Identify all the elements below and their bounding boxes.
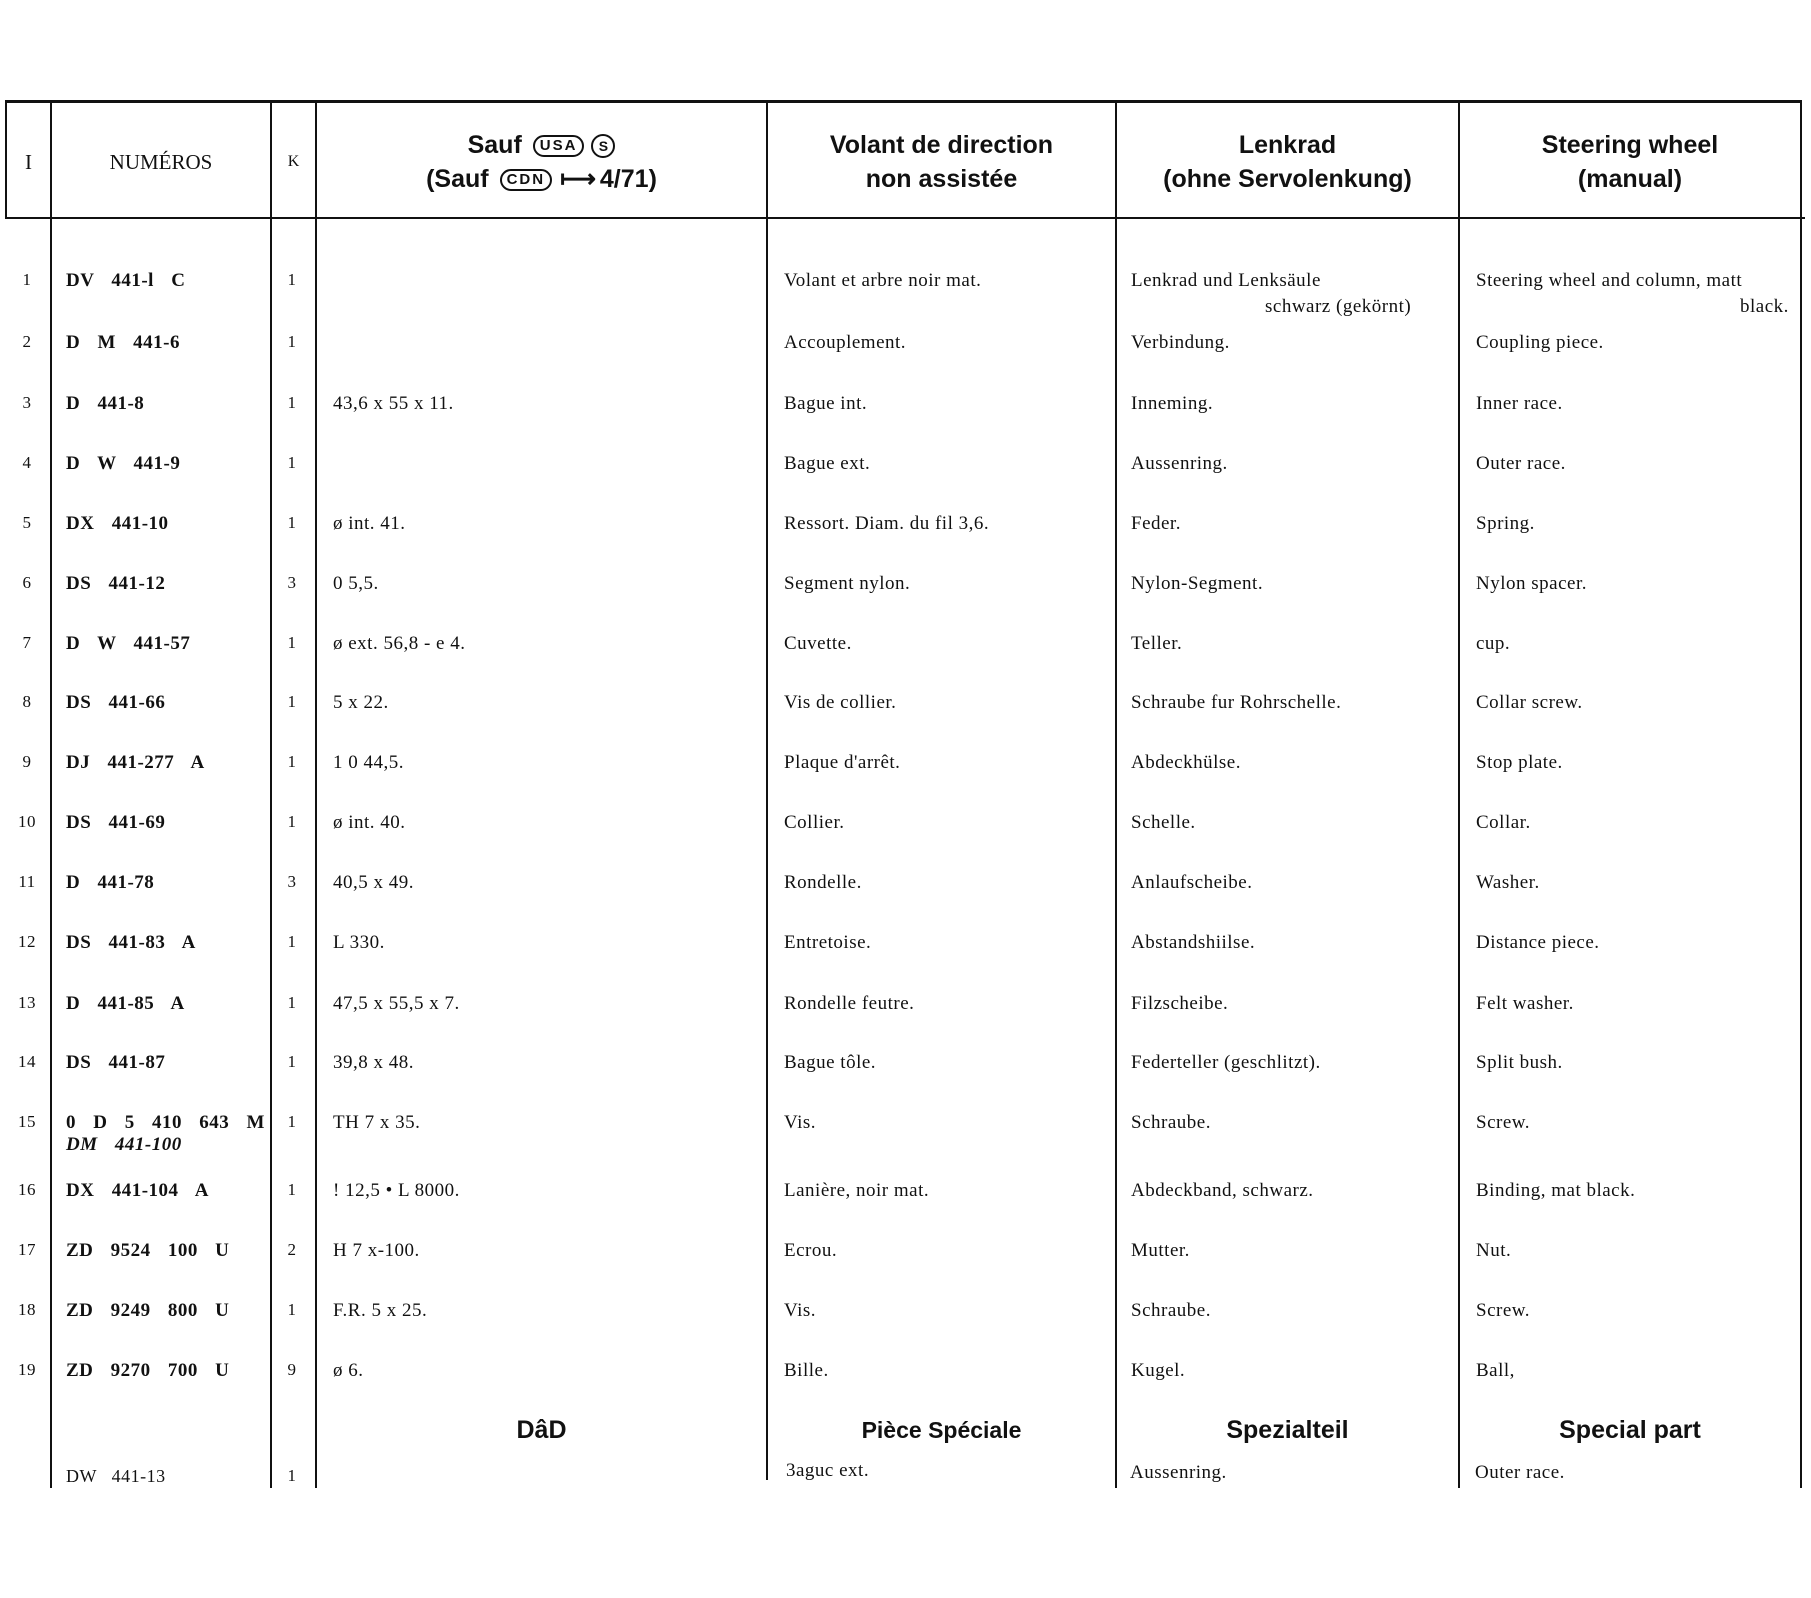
- row-4-qty: 1: [287, 453, 297, 472]
- row-13-num: D 441-85 A: [66, 993, 185, 1014]
- row-3-num: D 441-8: [66, 393, 145, 414]
- row-1-fr: Volant et arbre noir mat.: [784, 270, 982, 291]
- row-10-num: DS 441-69: [66, 812, 166, 833]
- sauf-date: 4/71): [599, 165, 657, 193]
- row-17-en: Nut.: [1476, 1240, 1512, 1261]
- footer-french: [768, 1408, 1115, 1452]
- row-2-en: Coupling piece.: [1476, 332, 1604, 353]
- row-17-dim: H 7 x-100.: [333, 1240, 420, 1261]
- row-15-de: Schraube.: [1131, 1112, 1211, 1133]
- row-16-fr: Lanière, noir mat.: [784, 1180, 930, 1201]
- row-17-de: Mutter.: [1131, 1240, 1190, 1261]
- row-17-idx: 17: [18, 1240, 36, 1259]
- row-17-fr: Ecrou.: [784, 1240, 838, 1261]
- extra-row-german: Aussenring.: [1130, 1462, 1227, 1483]
- row-14-de: Federteller (geschlitzt).: [1131, 1052, 1321, 1073]
- extra-row-number: DW 441-13: [66, 1466, 166, 1486]
- row-19-qty: 9: [287, 1360, 297, 1379]
- row-16-de: Abdeckband, schwarz.: [1131, 1180, 1314, 1201]
- footer-english: [1460, 1408, 1800, 1452]
- row-4-en: Outer race.: [1476, 453, 1566, 474]
- col-rule-8: [1800, 100, 1802, 1488]
- row-18-idx: 18: [18, 1300, 36, 1319]
- row-18-de: Schraube.: [1131, 1300, 1211, 1321]
- header-numeros-label: NUMÉROS: [109, 149, 213, 174]
- row-13-dim: 47,5 x 55,5 x 7.: [333, 993, 460, 1014]
- row-8-num: DS 441-66: [66, 692, 166, 713]
- row-14-num: DS 441-87: [66, 1052, 166, 1073]
- col-rule-2: [50, 100, 52, 1488]
- header-qty: [272, 106, 315, 218]
- row-19-de: Kugel.: [1131, 1360, 1186, 1381]
- row-12-num: DS 441-83 A: [66, 932, 196, 953]
- row-16-dim: ! 12,5 • L 8000.: [333, 1180, 460, 1201]
- row-1-en2: black.: [1740, 296, 1789, 317]
- row-7-idx: 7: [22, 633, 32, 652]
- row-19-num: ZD 9270 700 U: [66, 1360, 230, 1381]
- row-6-idx: 6: [22, 573, 32, 592]
- row-8-dim: 5 x 22.: [333, 692, 389, 713]
- row-9-idx: 9: [22, 752, 32, 771]
- row-13-qty: 1: [287, 993, 297, 1012]
- row-1-en: Steering wheel and column, matt: [1476, 270, 1743, 291]
- row-14-qty: 1: [287, 1052, 297, 1071]
- row-18-num: ZD 9249 800 U: [66, 1300, 230, 1321]
- row-12-idx: 12: [18, 932, 36, 951]
- footer-english-label: Special part: [1559, 1415, 1701, 1444]
- row-2-fr: Accouplement.: [784, 332, 907, 353]
- row-3-en: Inner race.: [1476, 393, 1563, 414]
- row-14-fr: Bague tôle.: [784, 1052, 877, 1073]
- col-rule-6: [1115, 100, 1117, 1488]
- row-16-num: DX 441-104 A: [66, 1180, 209, 1201]
- row-7-en: cup.: [1476, 633, 1511, 654]
- row-1-de2: schwarz (gekörnt): [1265, 296, 1412, 317]
- row-11-num: D 441-78: [66, 872, 155, 893]
- header-german-line1: Lenkrad: [1238, 131, 1337, 159]
- row-16-idx: 16: [18, 1180, 36, 1199]
- row-1-qty: 1: [287, 270, 297, 289]
- header-index-label: I: [25, 149, 32, 174]
- s-circle-icon: S: [591, 134, 615, 158]
- row-5-fr: Ressort. Diam. du fil 3,6.: [784, 513, 990, 534]
- col-rule-5: [766, 100, 768, 1480]
- footer-french-label: Pièce Spéciale: [861, 1416, 1022, 1443]
- header-numeros: [52, 106, 270, 218]
- row-14-idx: 14: [18, 1052, 36, 1071]
- row-10-idx: 10: [18, 812, 36, 831]
- header-sauf-line1: [468, 128, 616, 162]
- row-9-num: DJ 441-277 A: [66, 752, 205, 773]
- row-7-num: D W 441-57: [66, 633, 191, 654]
- row-9-fr: Plaque d'arrêt.: [784, 752, 901, 773]
- row-3-fr: Bague int.: [784, 393, 868, 414]
- row-15-fr: Vis.: [784, 1112, 817, 1133]
- header-french-line2: non assistée: [865, 165, 1018, 193]
- row-6-num: DS 441-12: [66, 573, 166, 594]
- row-12-de: Abstandshiilse.: [1131, 932, 1256, 953]
- row-19-en: Ball,: [1476, 1360, 1515, 1381]
- row-6-fr: Segment nylon.: [784, 573, 911, 594]
- header-qty-label: K: [287, 153, 300, 170]
- row-13-fr: Rondelle feutre.: [784, 993, 915, 1014]
- row-7-dim: ø ext. 56,8 - e 4.: [333, 633, 466, 654]
- row-9-dim: 1 0 44,5.: [333, 752, 404, 773]
- row-12-qty: 1: [287, 932, 297, 951]
- row-2-idx: 2: [22, 332, 32, 351]
- row-2-de: Verbindung.: [1131, 332, 1230, 353]
- header-english: [1460, 106, 1800, 218]
- col-rule-7: [1458, 100, 1460, 1488]
- row-5-idx: 5: [22, 513, 32, 532]
- extra-row-qty: 1: [287, 1466, 297, 1485]
- cdn-logo-icon: CDN: [500, 169, 553, 191]
- header-index: [7, 106, 50, 218]
- row-15-num: 0 D 5 410 643 M: [66, 1112, 265, 1133]
- row-3-idx: 3: [22, 393, 32, 412]
- row-3-de: Inneming.: [1131, 393, 1214, 414]
- row-9-de: Abdeckhülse.: [1131, 752, 1241, 773]
- row-3-dim: 43,6 x 55 x 11.: [333, 393, 454, 414]
- row-19-fr: Bille.: [784, 1360, 829, 1381]
- row-11-de: Anlaufscheibe.: [1131, 872, 1253, 893]
- row-3-qty: 1: [287, 393, 297, 412]
- header-german-line2: (ohne Servolenkung): [1163, 165, 1412, 193]
- row-4-de: Aussenring.: [1131, 453, 1228, 474]
- row-13-idx: 13: [18, 993, 36, 1012]
- row-8-en: Collar screw.: [1476, 692, 1583, 713]
- row-11-idx: 11: [18, 872, 36, 891]
- row-18-fr: Vis.: [784, 1300, 817, 1321]
- row-7-qty: 1: [287, 633, 297, 652]
- row-10-en: Collar.: [1476, 812, 1531, 833]
- row-15-dim: TH 7 x 35.: [333, 1112, 421, 1133]
- row-5-dim: ø int. 41.: [333, 513, 406, 534]
- footer-german: [1117, 1408, 1458, 1452]
- row-1-num: DV 441-l C: [66, 270, 186, 291]
- row-2-num: D M 441-6: [66, 332, 180, 353]
- row-18-en: Screw.: [1476, 1300, 1530, 1321]
- row-11-fr: Rondelle.: [784, 872, 862, 893]
- row-17-num: ZD 9524 100 U: [66, 1240, 230, 1261]
- row-17-qty: 2: [287, 1240, 297, 1259]
- col-rule-3: [270, 100, 272, 1488]
- header-english-line2: (manual): [1577, 165, 1683, 193]
- header-sauf-line2: [426, 162, 657, 196]
- row-6-de: Nylon-Segment.: [1131, 573, 1264, 594]
- row-6-qty: 3: [287, 573, 297, 592]
- row-5-en: Spring.: [1476, 513, 1535, 534]
- row-13-de: Filzscheibe.: [1131, 993, 1229, 1014]
- row-9-qty: 1: [287, 752, 297, 771]
- header-french-line1: Volant de direction: [829, 131, 1054, 159]
- row-9-en: Stop plate.: [1476, 752, 1563, 773]
- row-8-fr: Vis de collier.: [784, 692, 897, 713]
- header-sauf: [317, 106, 766, 218]
- row-14-dim: 39,8 x 48.: [333, 1052, 414, 1073]
- row-10-dim: ø int. 40.: [333, 812, 406, 833]
- footer-dad: [317, 1408, 766, 1452]
- header-french: [768, 106, 1115, 218]
- row-1-de: Lenkrad und Lenksäule: [1131, 270, 1321, 291]
- col-rule-4: [315, 100, 317, 1488]
- arrow-icon: ⟼: [560, 165, 596, 193]
- row-6-dim: 0 5,5.: [333, 573, 379, 594]
- row-7-fr: Cuvette.: [784, 633, 852, 654]
- row-15-idx: 15: [18, 1112, 36, 1131]
- row-15-en: Screw.: [1476, 1112, 1530, 1133]
- row-2-qty: 1: [287, 332, 297, 351]
- row-16-qty: 1: [287, 1180, 297, 1199]
- top-rule: [5, 100, 1800, 103]
- row-16-en: Binding, mat black.: [1476, 1180, 1636, 1201]
- extra-row-english: Outer race.: [1475, 1462, 1565, 1483]
- row-4-fr: Bague ext.: [784, 453, 871, 474]
- row-5-qty: 1: [287, 513, 297, 532]
- row-8-qty: 1: [287, 692, 297, 711]
- sauf-prefix: (Sauf: [426, 165, 489, 193]
- row-18-qty: 1: [287, 1300, 297, 1319]
- row-11-en: Washer.: [1476, 872, 1540, 893]
- row-4-idx: 4: [22, 453, 32, 472]
- row-19-idx: 19: [18, 1360, 36, 1379]
- row-11-dim: 40,5 x 49.: [333, 872, 414, 893]
- row-6-en: Nylon spacer.: [1476, 573, 1587, 594]
- row-8-de: Schraube fur Rohrschelle.: [1131, 692, 1342, 713]
- sauf-label: Sauf: [467, 131, 522, 159]
- row-19-dim: ø 6.: [333, 1360, 364, 1381]
- row-12-fr: Entretoise.: [784, 932, 872, 953]
- extra-row-french: 3aguc ext.: [786, 1460, 870, 1481]
- header-german: [1117, 106, 1458, 218]
- row-8-idx: 8: [22, 692, 32, 711]
- row-1-idx: 1: [22, 270, 32, 289]
- row-13-en: Felt washer.: [1476, 993, 1574, 1014]
- row-11-qty: 3: [287, 872, 297, 891]
- footer-dad-label: DâD: [516, 1415, 567, 1444]
- row-10-fr: Collier.: [784, 812, 845, 833]
- row-7-de: Teller.: [1131, 633, 1183, 654]
- row-5-num: DX 441-10: [66, 513, 169, 534]
- row-10-qty: 1: [287, 812, 297, 831]
- row-12-en: Distance piece.: [1476, 932, 1600, 953]
- row-12-dim: L 330.: [333, 932, 385, 953]
- usa-logo-icon: USA: [533, 135, 585, 157]
- row-15-num2: DM 441-100: [66, 1134, 182, 1155]
- row-15-qty: 1: [287, 1112, 297, 1131]
- row-14-en: Split bush.: [1476, 1052, 1563, 1073]
- header-english-line1: Steering wheel: [1541, 131, 1719, 159]
- row-18-dim: F.R. 5 x 25.: [333, 1300, 428, 1321]
- row-5-de: Feder.: [1131, 513, 1181, 534]
- footer-german-label: Spezialteil: [1226, 1415, 1349, 1444]
- row-4-num: D W 441-9: [66, 453, 181, 474]
- row-10-de: Schelle.: [1131, 812, 1196, 833]
